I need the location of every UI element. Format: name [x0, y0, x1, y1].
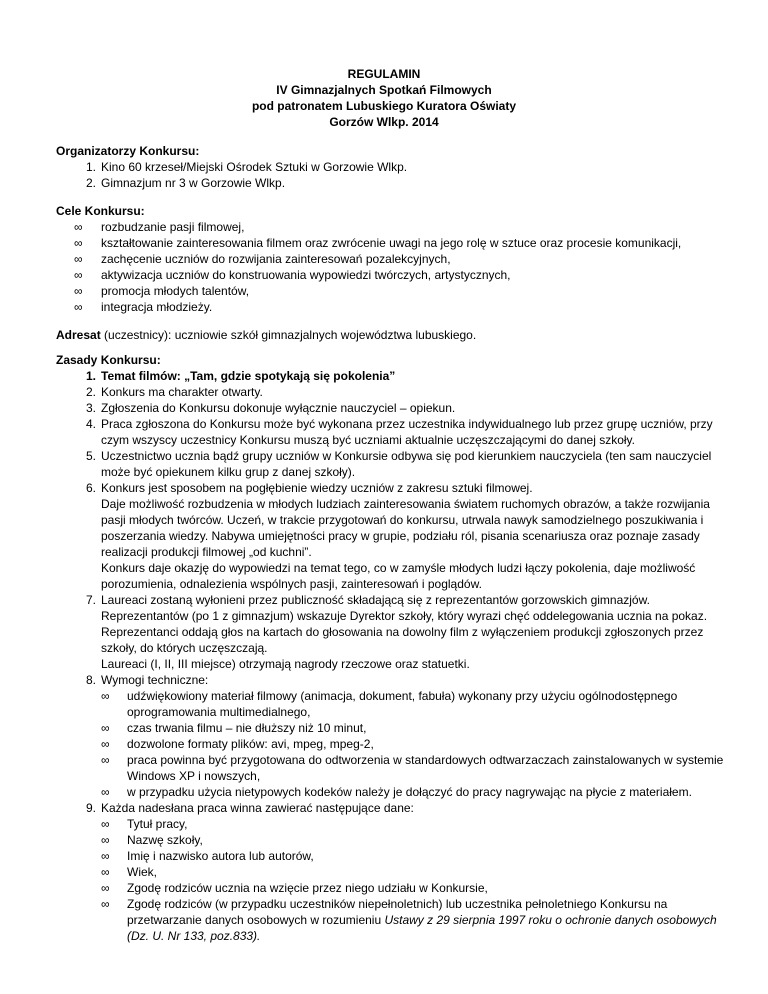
rule-paragraph: Wymogi techniczne:: [101, 673, 209, 687]
goals-section: [56, 203, 736, 315]
rule-paragraph: Daje możliwość rozbudzenia w młodych ludziach zainteresowania światem ruchomych obrazów, a także rozwijania pasji młodych twórców. Uczeń, w trakcie przygotowań do konkursu, utrwala nawyk samodzielnego poszukiwania i poszerzania wiedzy. Nabywa umiejętności pracy w grupie, podziału ról, pisania scenariusza oraz poznaje zasady realizacji produkcji filmowej „od kuchni”.: [101, 497, 710, 559]
organizers-heading: Organizatorzy Konkursu:: [56, 144, 200, 158]
tech-requirement-item: ∞ w przypadku użycia nietypowych kodeków należy je dołączyć do pracy nagrywając na płycie z materiałem.: [101, 784, 736, 800]
organizers-section: [56, 143, 736, 191]
rule-paragraph: Reprezentanci oddają głos na kartach do głosowania na dowolny film z wyłączeniem produkcji zgłoszonych przez szkoły, do których uczęszczają.: [101, 625, 704, 655]
title-line-regulamin: REGULAMIN: [347, 67, 421, 81]
addressee-text: (uczestnicy): uczniowie szkół gimnazjalnych województwa lubuskiego.: [100, 328, 477, 342]
required-data-item: ∞ Imię i nazwisko autora lub autorów,: [101, 848, 736, 864]
addressee-label: Adresat: [56, 328, 101, 342]
rule-item: 7 . Laureaci zostaną wyłonieni przez publiczność składającą się z reprezentantów gorzowskich gimnazjów. Reprezentantów (po 1 z gimnazjum) wskazuje Dyrektor szkoły, który wyrazi chęć oddelegowania ucznia na pokaz. Reprezentanci oddają głos na kartach do głosowania na dowolny film z wyłączeniem produkcji zgłoszonych przez szkoły, do których uczęszczają. Laureaci (I, II, III miejsce) otrzymają nagrody rzeczowe oraz statuetki.: [56, 592, 736, 672]
rule-item: 5 . Uczestnictwo ucznia bądź grupy uczniów w Konkursie odbywa się pod kierunkiem nauczyciela (ten sam nauczyciel może być opiekunem kilku grup z danej szkoły).: [56, 448, 736, 480]
title-line-event: IV Gimnazjalnych Spotkań Filmowych: [276, 83, 492, 97]
required-data-item: ∞ Tytuł pracy,: [101, 816, 736, 832]
title-line-place-year: Gorzów Wlkp. 2014: [329, 115, 439, 129]
rule-item: 2 . Konkurs ma charakter otwarty.: [56, 384, 736, 400]
required-data-item: ∞ Wiek,: [101, 864, 736, 880]
rule-item: 6 . Konkurs jest sposobem na pogłębienie wiedzy uczniów z zakresu sztuki filmowej. Daje możliwość rozbudzenia w młodych ludziach zainteresowania światem ruchomych obrazów, a także rozwijania pasji młodych twórców. Uczeń, w trakcie przygotowań do konkursu, utrwala nawyk samodzielnego poszukiwania i poszerzania wiedzy. Nabywa umiejętności pracy w grupie, podziału ról, pisania scenariusza oraz poznaje zasady realizacji produkcji filmowej „od kuchni”. Konkurs daje okazję do wypowiedzi na temat tego, co w zamyśle młodych ludzi łączy pokolenia, daje możliwość porozumienia, odnalezienia wspólnych pasji, zainteresowań i poglądów.: [56, 480, 736, 592]
document-title: [0, 66, 768, 130]
rule-paragraph: Laureaci zostaną wyłonieni przez publiczność składającą się z reprezentantów gorzowskich gimnazjów.: [101, 593, 650, 607]
tech-requirement-item: ∞ udźwiękowiony materiał filmowy (animacja, dokument, fabuła) wykonany przy użyciu ogólnodostępnego oprogramowania multimedialnego,: [101, 688, 736, 720]
rule-item: 8 . Wymogi techniczne: ∞ udźwiękowiony materiał filmowy (animacja, dokument, fabuła) wykonany przy użyciu ogólnodostępnego oprogramowania multimedialnego, ∞ czas trwania filmu – nie dłuższy niż 10 minut, ∞ dozwolone formaty plików: avi, mpeg, mpeg-2, ∞ praca powinna być przygotowana do odtworzenia w standardowych odtwarzaczach zainstalowanych w systemie Windows XP i nowszych, ∞ w przypadku użycia nietypowych kodeków należy je dołączyć do pracy nagrywając na płycie z materiałem.: [56, 672, 736, 800]
goal-item: ∞ aktywizacja uczniów do konstruowania wypowiedzi twórczych, artystycznych,: [56, 267, 736, 283]
rules-section: [56, 352, 736, 944]
goal-item: ∞ zachęcenie uczniów do rozwijania zainteresowań pozalekcyjnych,: [56, 251, 736, 267]
rule-paragraph: Laureaci (I, II, III miejsce) otrzymają nagrody rzeczowe oraz statuetki.: [101, 657, 470, 671]
organizer-item: 2 . Gimnazjum nr 3 w Gorzowie Wlkp.: [56, 175, 736, 191]
rule-paragraph: Reprezentantów (po 1 z gimnazjum) wskazuje Dyrektor szkoły, który wyrazi chęć oddelegowania ucznia na pokaz.: [101, 609, 708, 623]
required-data-item: ∞ Nazwę szkoły,: [101, 832, 736, 848]
tech-requirement-item: ∞ czas trwania filmu – nie dłuższy niż 10 minut,: [101, 720, 736, 736]
goals-heading: Cele Konkursu:: [56, 204, 145, 218]
tech-requirement-item: ∞ dozwolone formaty plików: avi, mpeg, mpeg-2,: [101, 736, 736, 752]
goal-item: ∞ integracja młodzieży.: [56, 299, 736, 315]
title-line-patronage: pod patronatem Lubuskiego Kuratora Oświaty: [251, 99, 517, 113]
rule-paragraph: Każda nadesłana praca winna zawierać następujące dane:: [101, 801, 414, 815]
law-reference: Ustawy z 29 sierpnia 1997 roku o ochronie danych osobowych (Dz. U. Nr 133, poz.833).: [127, 913, 717, 943]
required-data-item: ∞ Zgodę rodziców (w przypadku uczestników niepełnoletnich) lub uczestnika pełnoletniego Konkursu na przetwarzanie danych osobowych w rozumieniu Ustawy z 29 sierpnia 1997 roku o ochronie danych osobowych (Dz. U. Nr 133, poz.833).: [101, 896, 736, 944]
addressee-section: [56, 327, 736, 343]
rule-paragraph: Konkurs jest sposobem na pogłębienie wiedzy uczniów z zakresu sztuki filmowej.: [101, 481, 533, 495]
tech-requirement-item: ∞ praca powinna być przygotowana do odtworzenia w standardowych odtwarzaczach zainstalowanych w systemie Windows XP i nowszych,: [101, 752, 736, 784]
rules-heading: Zasady Konkursu:: [56, 353, 161, 367]
rule-item: 3 . Zgłoszenia do Konkursu dokonuje wyłącznie nauczyciel – opiekun.: [56, 400, 736, 416]
organizer-item: 1 . Kino 60 krzeseł/Miejski Ośrodek Sztuki w Gorzowie Wlkp.: [56, 159, 736, 175]
rule-paragraph: Konkurs daje okazję do wypowiedzi na temat tego, co w zamyśle młodych ludzi łączy pokolenia, daje możliwość porozumienia, odnalezienia wspólnych pasji, zainteresowań i poglądów.: [101, 561, 696, 591]
goal-item: ∞ promocja młodych talentów,: [56, 283, 736, 299]
rule-item: 9 . Każda nadesłana praca winna zawierać następujące dane: ∞ Tytuł pracy, ∞ Nazwę szkoły, ∞ Imię i nazwisko autora lub autorów, ∞ Wiek, ∞ Zgodę rodziców ucznia na wzięcie przez niego udziału w Konkursie, ∞ Zgodę rodziców (w przypadku uczestników niepełnoletnich) lub uczestnika pełnoletniego Konkursu na przetwarzanie danych osobowych w rozumieniu Ustawy z 29 sierpnia 1997 roku o ochronie danych osobowych (Dz. U. Nr 133, poz.833).: [56, 800, 736, 944]
required-data-item: ∞ Zgodę rodziców ucznia na wzięcie przez niego udziału w Konkursie,: [101, 880, 736, 896]
goal-item: ∞ rozbudzanie pasji filmowej,: [56, 219, 736, 235]
rule-item: 4 . Praca zgłoszona do Konkursu może być wykonana przez uczestnika indywidualnego lub przez grupę uczniów, przy czym wszyscy uczestnicy Konkursu muszą być uczniami aktualnie uczęszczającymi do danej szkoły.: [56, 416, 736, 448]
goal-item: ∞ kształtowanie zainteresowania filmem oraz zwrócenie uwagi na jego rolę w sztuce oraz procesie komunikacji,: [56, 235, 736, 251]
rule-item: 1 . Temat filmów: „Tam, gdzie spotykają się pokolenia”: [56, 368, 736, 384]
